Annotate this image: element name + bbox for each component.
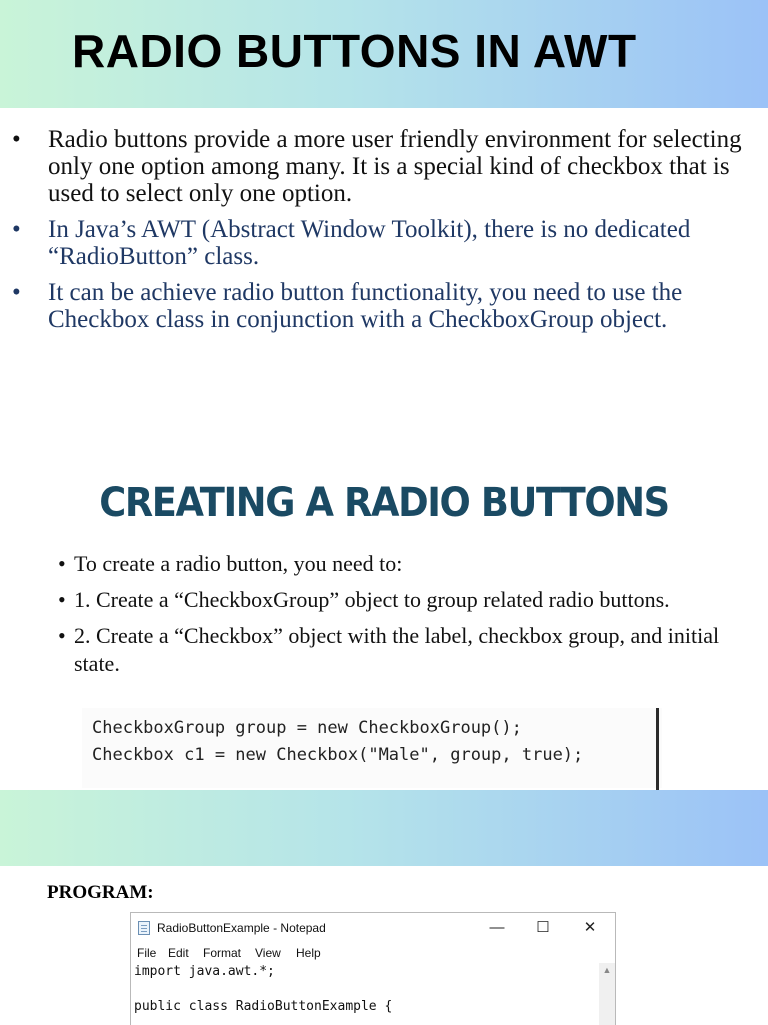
menu-file[interactable]: File — [137, 946, 157, 960]
bullet-text: 1. Create a “CheckboxGroup” object to group related radio buttons. — [74, 587, 670, 612]
list-item — [58, 586, 758, 614]
intro-bullet-list — [12, 126, 760, 342]
code-snippet — [82, 708, 662, 788]
program-label: PROGRAM: — [47, 882, 154, 903]
bullet-icon: • — [58, 551, 66, 576]
bullet-text: In Java’s AWT (Abstract Window Toolkit), there is no dedicated “RadioButton” class. — [48, 216, 691, 270]
window-title: RadioButtonExample - Notepad — [157, 921, 326, 935]
bullet-text: Radio buttons provide a more user friendly environment for selecting only one option among many. It is a special kind of checkbox that is used to select only one option. — [48, 126, 742, 207]
code-line: import java.awt.*; — [134, 964, 275, 979]
bullet-text: 2. Create a “Checkbox” object with the label, checkbox group, and initial state. — [74, 623, 720, 676]
maximize-icon[interactable]: ☐ — [536, 919, 550, 936]
menu-edit[interactable]: Edit — [168, 946, 189, 960]
minimize-icon[interactable]: — — [489, 919, 505, 936]
code-line: Checkbox c1 = new Checkbox("Male", group, true); — [92, 745, 584, 765]
bullet-icon: • — [12, 216, 21, 243]
code-line: CheckboxGroup group = new CheckboxGroup(); — [92, 718, 522, 738]
code-line: public class RadioButtonExample { — [134, 999, 393, 1014]
list-item — [12, 216, 760, 270]
list-item — [58, 622, 758, 678]
list-item — [12, 126, 760, 207]
bullet-icon: • — [58, 587, 66, 612]
divider — [656, 708, 659, 790]
list-item — [12, 279, 760, 333]
menu-format[interactable]: Format — [203, 946, 242, 960]
steps-bullet-list — [58, 550, 758, 686]
bullet-text: To create a radio button, you need to: — [74, 551, 403, 576]
menu-help[interactable]: Help — [296, 946, 321, 960]
section-title: CREATING A RADIO BUTTONS — [99, 480, 669, 526]
vertical-scrollbar[interactable] — [599, 963, 615, 1025]
menu-view[interactable]: View — [255, 946, 281, 960]
bullet-text: It can be achieve radio button functionality, you need to use the Checkbox class in conjunction with a CheckboxGroup object. — [48, 279, 683, 333]
notepad-icon — [138, 921, 150, 935]
separator-band — [0, 790, 768, 866]
page-title: RADIO BUTTONS IN AWT — [72, 25, 637, 77]
notepad-titlebar[interactable] — [131, 913, 615, 943]
menu-bar — [131, 943, 615, 963]
list-item — [58, 550, 758, 578]
close-icon[interactable]: ✕ — [583, 919, 597, 936]
bullet-icon: • — [12, 126, 21, 153]
bullet-icon: • — [58, 623, 66, 648]
scroll-up-icon[interactable]: ▲ — [602, 965, 612, 975]
notepad-text-area[interactable] — [131, 963, 615, 1025]
notepad-window — [130, 912, 616, 1025]
bullet-icon: • — [12, 279, 21, 306]
